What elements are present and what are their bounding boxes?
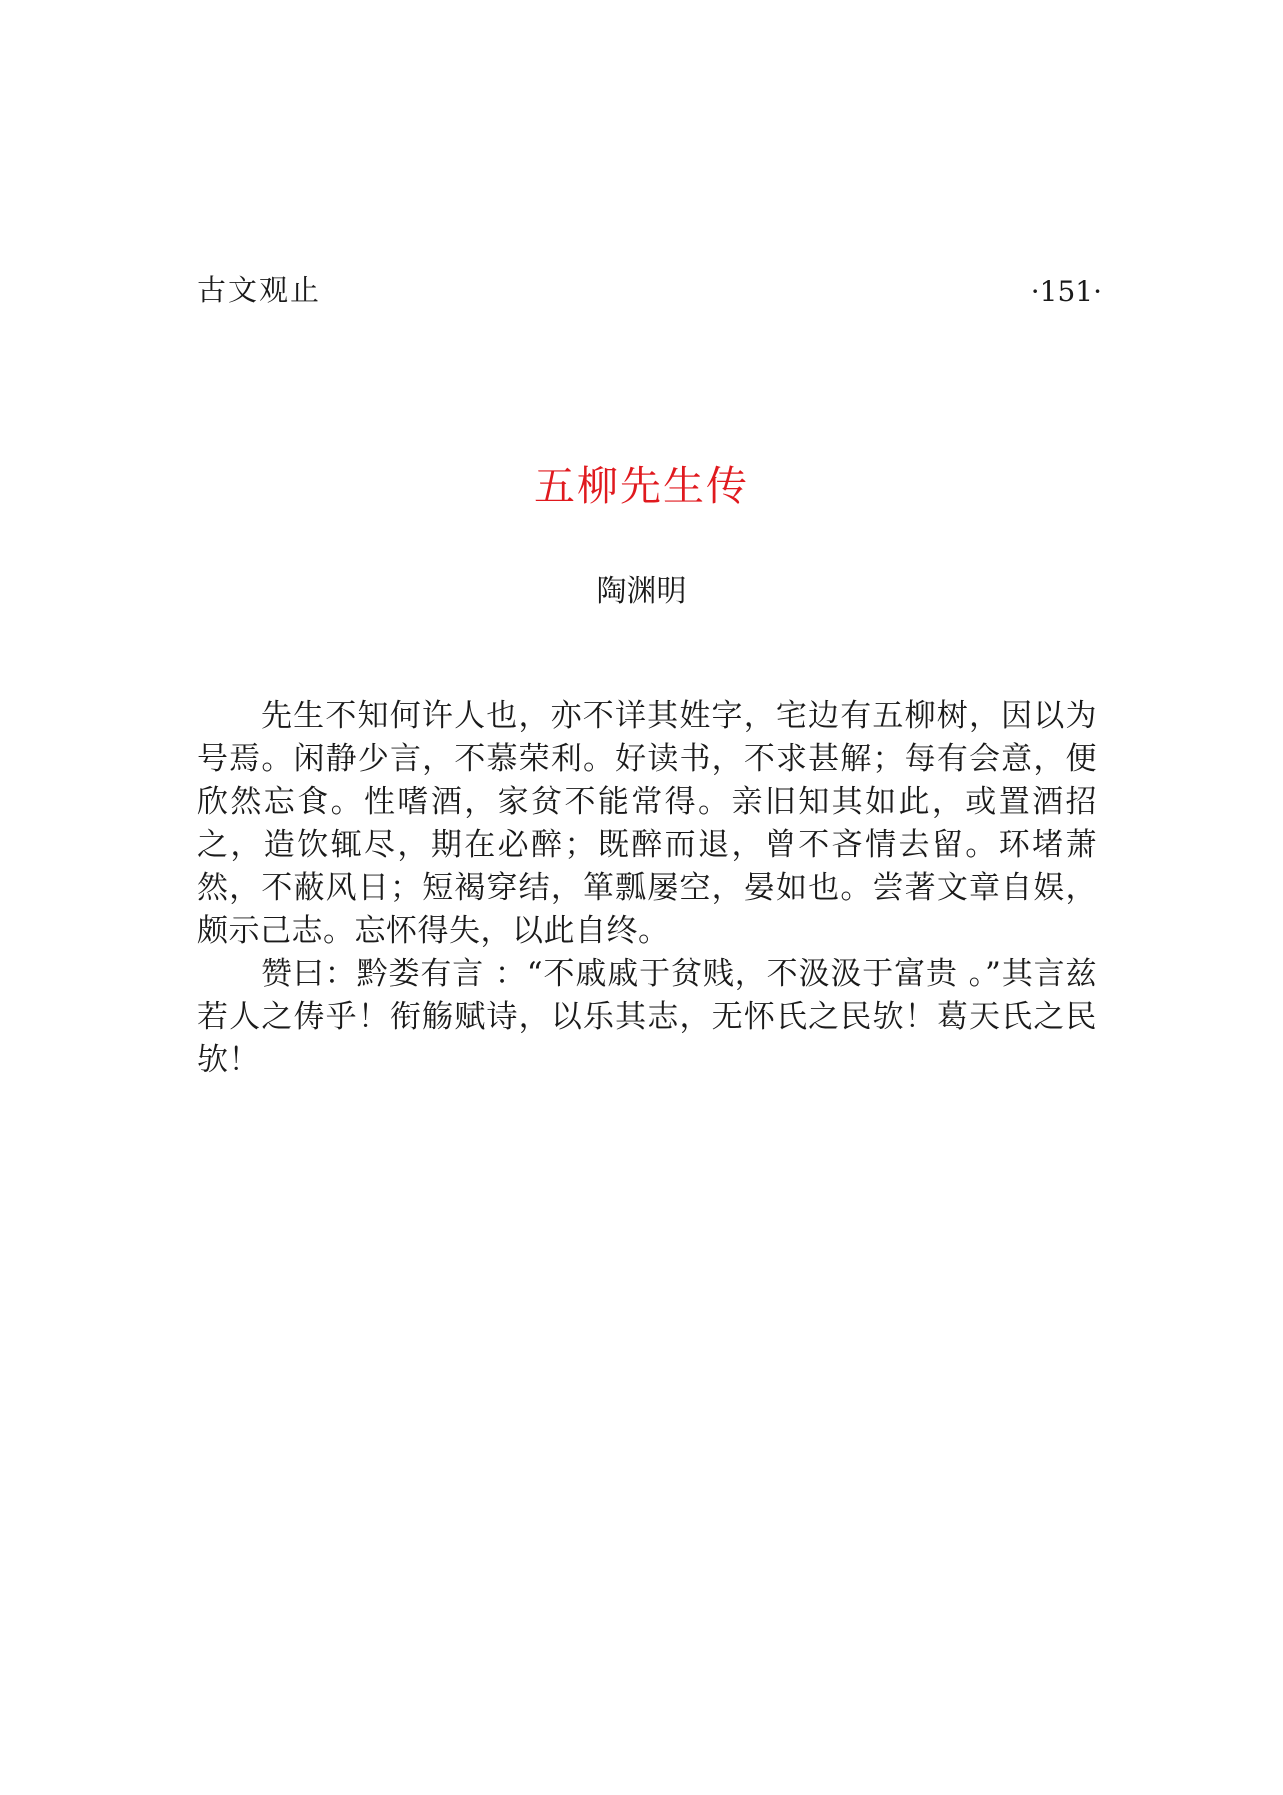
author-name: 陶渊明 <box>596 574 687 609</box>
article-body <box>197 695 1097 1082</box>
page-number: ·151· <box>1030 275 1102 308</box>
chapter-title: 五柳先生传 <box>534 462 749 510</box>
book-title: 古文观止 <box>197 273 322 307</box>
paragraph: 赞曰：黔娄有言 ：“不戚戚于贫贱，不汲汲于富贵 。”其言兹若人之俦乎！衔觞赋诗，以乐其志，无怀氏之民欤！葛天氏之民欤！ <box>197 956 1097 1078</box>
paragraph: 先生不知何许人也，亦不详其姓字，宅边有五柳树，因以为号焉。闲静少言，不慕荣利。好读书，不求甚解；每有会意，便欣然忘食。性嗜酒，家贫不能常得。亲旧知其如此，或置酒招之，造饮辄尽，期在必醉；既醉而退，曾不吝情去留。环堵萧然，不蔽风日；短褐穿结，箪瓢屡空，晏如也。尝著文章自娱，颇示己志。忘怀得失，以此自终。 <box>197 698 1097 949</box>
